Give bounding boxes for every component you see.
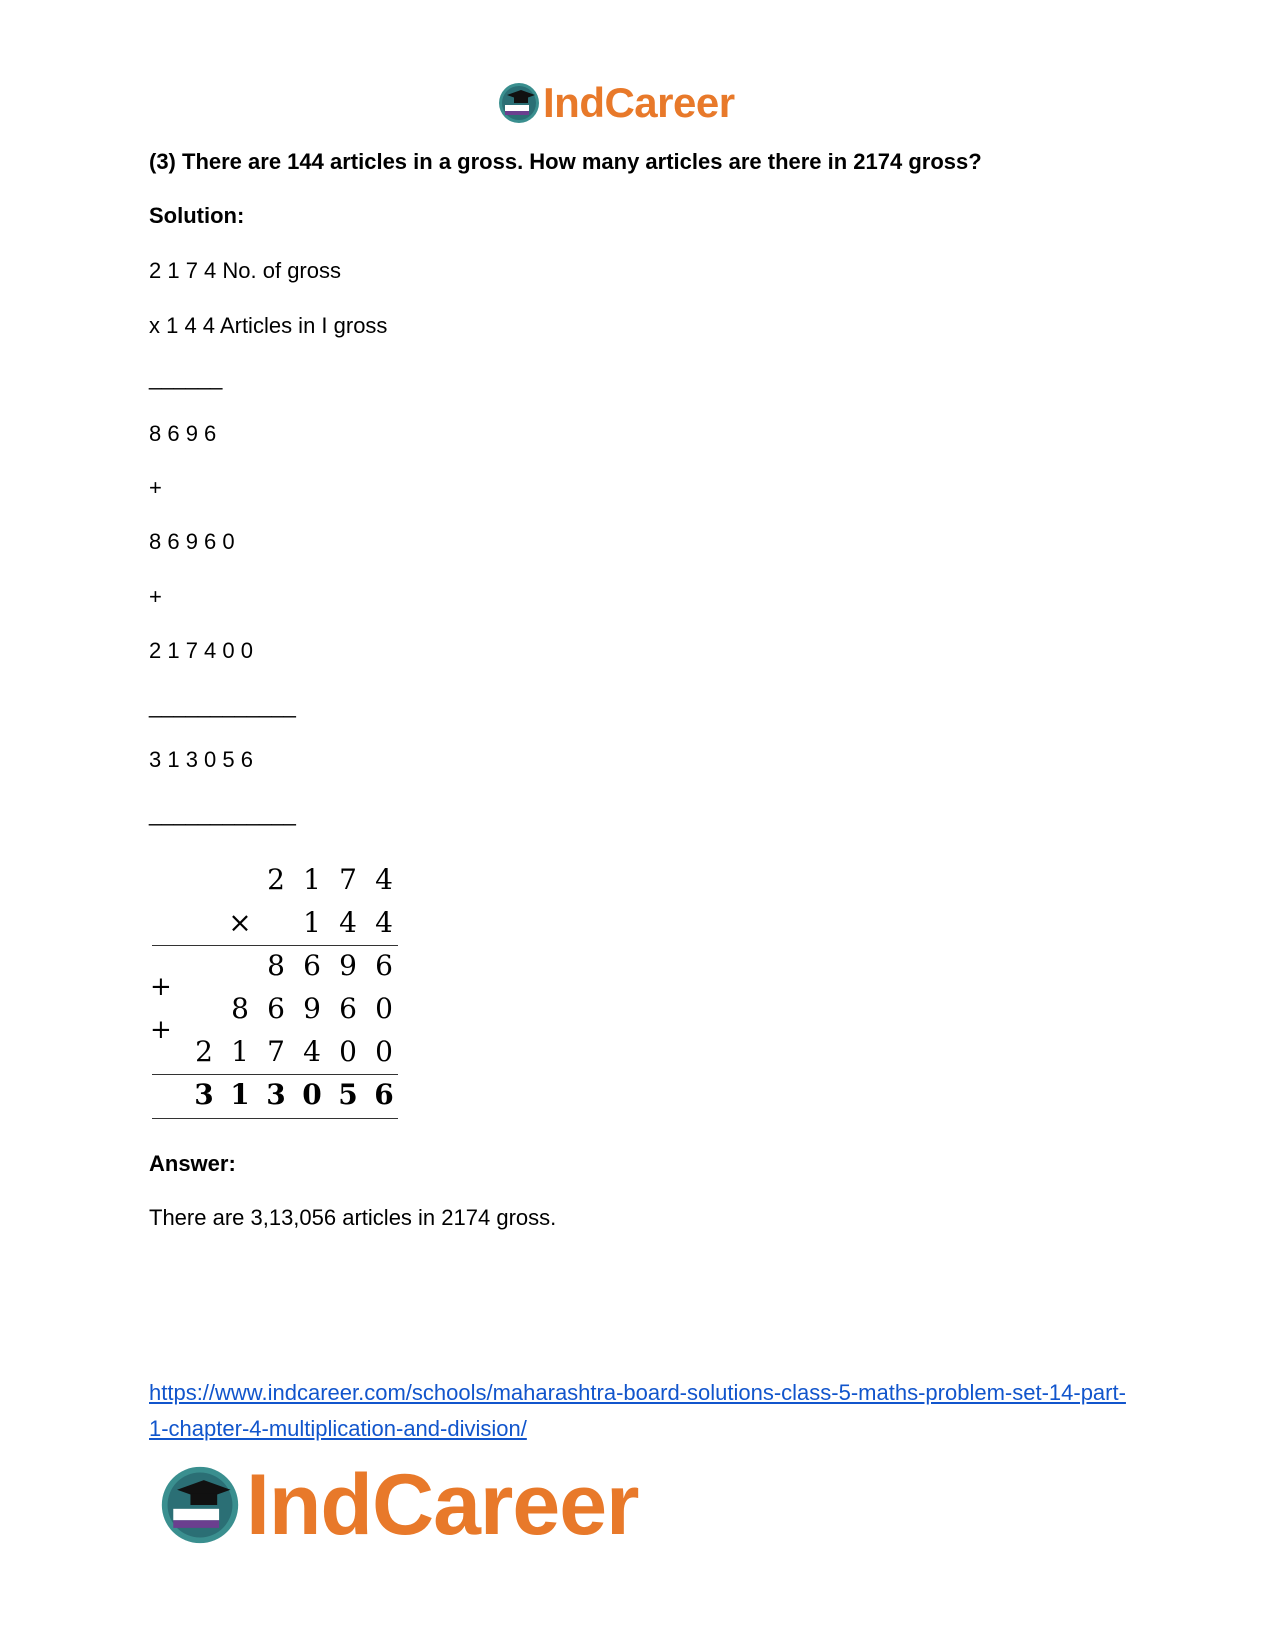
digit: 2 xyxy=(195,1035,213,1068)
digit: 4 xyxy=(339,906,357,939)
digit: 9 xyxy=(339,949,357,982)
work-line-partial-2: 8 6 9 6 0 xyxy=(149,529,235,554)
work-line-total: 3 1 3 0 5 6 xyxy=(149,747,253,772)
work-line-multiplicand: 2 1 7 4 No. of gross xyxy=(149,258,341,283)
digit: 8 xyxy=(231,992,249,1025)
digit: 2 xyxy=(267,863,285,896)
answer-label: Answer: xyxy=(149,1151,236,1176)
times-sign: × xyxy=(228,906,252,939)
digit: 6 xyxy=(375,949,393,982)
digit: 6 xyxy=(374,1078,394,1111)
logo-text: IndCareer xyxy=(246,1456,639,1553)
work-line-partial-3: 2 1 7 4 0 0 xyxy=(149,638,253,663)
digit: 7 xyxy=(339,863,357,896)
plus-sign: + xyxy=(150,972,172,1002)
digit: 6 xyxy=(267,992,285,1025)
answer-text: There are 3,13,056 articles in 2174 gross. xyxy=(149,1205,557,1230)
figure-row-partial-3 xyxy=(150,1032,402,1072)
digit: 6 xyxy=(303,949,321,982)
separator-line: ______ xyxy=(149,365,223,390)
globe-book-icon xyxy=(497,81,541,125)
figure-row-multiplier xyxy=(150,903,402,943)
digit: 9 xyxy=(303,992,321,1025)
multiplication-figure xyxy=(150,860,402,1122)
work-line-multiplier: x 1 4 4 Articles in I gross xyxy=(149,313,388,338)
separator-line: ____________ xyxy=(149,693,296,718)
digit: 7 xyxy=(267,1035,285,1068)
plus-sign: + xyxy=(149,475,162,500)
digit: 4 xyxy=(303,1035,321,1068)
digit: 0 xyxy=(339,1035,357,1068)
separator-line: ____________ xyxy=(149,801,296,826)
figure-row-partial-2 xyxy=(150,989,402,1029)
figure-row-partial-1 xyxy=(150,946,402,986)
digit: 8 xyxy=(267,949,285,982)
digit: 4 xyxy=(375,863,393,896)
digit: 0 xyxy=(302,1078,322,1111)
digit: 1 xyxy=(303,906,321,939)
digit: 6 xyxy=(339,992,357,1025)
plus-sign: + xyxy=(149,584,162,609)
footer-logo xyxy=(158,1455,639,1555)
digit: 3 xyxy=(194,1078,214,1111)
digit: 4 xyxy=(375,906,393,939)
solution-label: Solution: xyxy=(149,203,245,228)
logo-text: IndCareer xyxy=(543,79,735,126)
question-text: (3) There are 144 articles in a gross. How many articles are there in 2174 gross? xyxy=(149,149,982,174)
digit: 1 xyxy=(231,1035,249,1068)
digit: 0 xyxy=(375,992,393,1025)
figure-rule xyxy=(152,1118,398,1119)
digit: 0 xyxy=(375,1035,393,1068)
plus-sign: + xyxy=(150,1015,172,1045)
digit: 1 xyxy=(230,1078,250,1111)
digit: 1 xyxy=(303,863,321,896)
source-link[interactable]: https://www.indcareer.com/schools/maharashtra-board-solutions-class-5-maths-problem-set-14-part-1-chapter-4-multiplication-and-division/ xyxy=(149,1380,1126,1441)
header-logo xyxy=(497,78,735,128)
globe-book-icon xyxy=(158,1463,242,1547)
digit: 5 xyxy=(338,1078,358,1111)
work-line-partial-1: 8 6 9 6 xyxy=(149,421,217,446)
digit: 3 xyxy=(266,1078,286,1111)
figure-row-multiplicand xyxy=(150,860,402,900)
figure-row-total xyxy=(150,1075,402,1115)
